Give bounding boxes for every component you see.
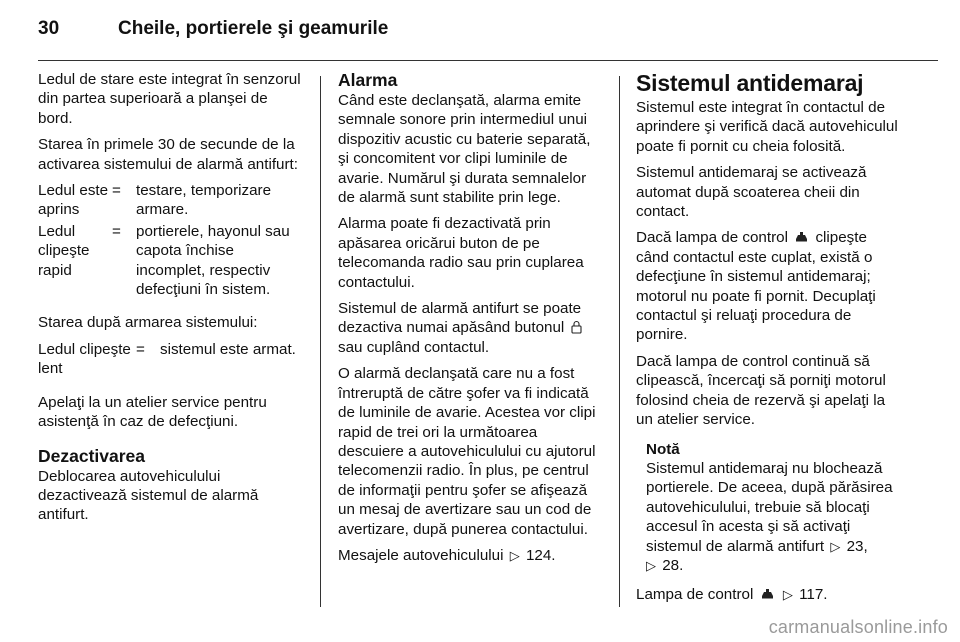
- paragraph-text: Dacă lampa de control: [636, 229, 788, 247]
- paragraph: Ledul de stare este integrat în senzorul din partea superioară a planşei de bord.: [38, 71, 301, 127]
- immobilizer-lamp-icon: [795, 232, 808, 243]
- paragraph: [338, 546, 604, 565]
- column-divider-2: [619, 76, 620, 607]
- paragraph: Când este declanşată, alarma emite semnale sonore prin intermediul unui dispozitiv acustic cu baterie separată, şi concomitent vor clipi luminile de avarie. Numărul şi durata semnalelor de alarmă sunt stabilite prin lege.: [338, 92, 591, 207]
- row-term: Ledul clipeşte lent: [38, 340, 131, 378]
- page-reference[interactable]: 117.: [799, 586, 828, 604]
- page-reference[interactable]: 124.: [525, 546, 556, 564]
- paragraph: Starea după armarea sistemului:: [38, 314, 258, 332]
- paragraph: Alarma poate fi dezactivată prin apăsarea oricărui buton de pe telecomanda radio sau prin cuplarea contactului.: [338, 215, 584, 291]
- column-2: [338, 70, 604, 572]
- status-table-initial: [38, 181, 304, 299]
- column-1: [38, 70, 304, 532]
- reference-arrow-icon: ▷: [509, 547, 520, 563]
- paragraph-text: sau cuplând contactul.: [338, 338, 490, 356]
- reference-arrow-icon: ▷: [782, 587, 793, 603]
- row-description: sistemul este armat.: [160, 340, 296, 358]
- row-term: Ledul este aprins: [38, 182, 109, 219]
- paragraph: Sistemul antidemaraj se activează automat după scoaterea cheii din contact.: [636, 164, 867, 221]
- row-equals: =: [112, 182, 121, 200]
- immobilizer-lamp-icon: [761, 589, 774, 600]
- page-number: 30: [38, 18, 60, 39]
- paragraph: Starea în primele 30 de secunde de la activarea sistemului de alarmă antifurt:: [38, 136, 298, 173]
- table-row: [38, 222, 304, 300]
- status-table-armed: [38, 340, 304, 379]
- section-heading-alarm: Alarma: [338, 70, 398, 90]
- paragraph-text: Mesajele autovehiculului: [338, 546, 504, 564]
- page-reference[interactable]: 28.: [662, 556, 684, 574]
- lock-button-icon: [571, 320, 582, 334]
- paragraph: Dacă lampa de control continuă să clipească, încercaţi să porniţi motorul folosind cheia de rezervă şi apelaţi la un atelier service.: [636, 352, 886, 429]
- paragraph: O alarmă declanşată care nu a fost întreruptă de către şofer va fi indicată de luminile de avarie. Acestea vor clipi rapid de trei ori la următoarea descuiere a autovehiculului cu ajutorul telecomenzii radio. În plus, pe centrul de informaţii pentru şofer se afişează un mesaj de avertizare sau un cod de avertizare, după punerea contactului.: [338, 365, 596, 538]
- row-equals: =: [136, 340, 145, 358]
- reference-arrow-icon: ▷: [830, 538, 841, 554]
- page-header: [38, 18, 388, 48]
- row-equals: =: [112, 222, 121, 240]
- note-body: [646, 459, 904, 575]
- table-row: [38, 340, 304, 379]
- note-box: [646, 440, 904, 576]
- page-title: Cheile, portierele şi geamurile: [118, 18, 389, 39]
- row-description: testare, temporizare armare.: [136, 182, 272, 219]
- table-row: [38, 181, 304, 220]
- paragraph-text: clipeşte când contactul este cuplat, există o defecţiune în sistemul antidemaraj; motorul nu poate fi pornit. Decuplaţi contactul şi reluaţi procedura de pornire.: [636, 229, 876, 344]
- column-3: [636, 70, 904, 612]
- paragraph: Deblocarea autovehiculului dezactivează sistemul de alarmă antifurt.: [38, 467, 259, 524]
- column-divider-1: [320, 76, 321, 607]
- row-description: portierele, hayonul sau capota închise incomplet, respectiv defecţiuni în sistem.: [136, 222, 290, 299]
- row-term: Ledul clipeşte rapid: [38, 222, 90, 279]
- paragraph: [338, 299, 604, 357]
- page-reference[interactable]: 23,: [846, 537, 868, 555]
- section-heading-immobilizer: Sistemul antidemaraj: [636, 70, 864, 96]
- paragraph: Sistemul este integrat în contactul de aprindere şi verifică dacă autovehiculul poate fi pornit cu cheia folosită.: [636, 99, 898, 155]
- paragraph: [636, 585, 904, 604]
- section-heading-deactivation: Dezactivarea: [38, 445, 146, 466]
- paragraph: Apelaţi la un atelier service pentru asistenţă în caz de defecţiuni.: [38, 393, 267, 431]
- note-title: Notă: [646, 440, 680, 458]
- paragraph-text: Sistemul de alarmă antifurt se poate dezactiva numai apăsând butonul: [338, 300, 582, 337]
- header-rule: [38, 60, 938, 61]
- reference-arrow-icon: ▷: [646, 557, 656, 573]
- paragraph-text: Lampa de control: [636, 586, 754, 604]
- watermark: carmanualsonline.info: [768, 617, 948, 637]
- note-text: Sistemul antidemaraj nu blochează portierele. De aceea, după părăsirea autovehiculului, trebuie să blocaţi accesul în acesta şi să activaţi sistemul de alarmă antifurt: [646, 459, 893, 555]
- paragraph: [636, 228, 904, 344]
